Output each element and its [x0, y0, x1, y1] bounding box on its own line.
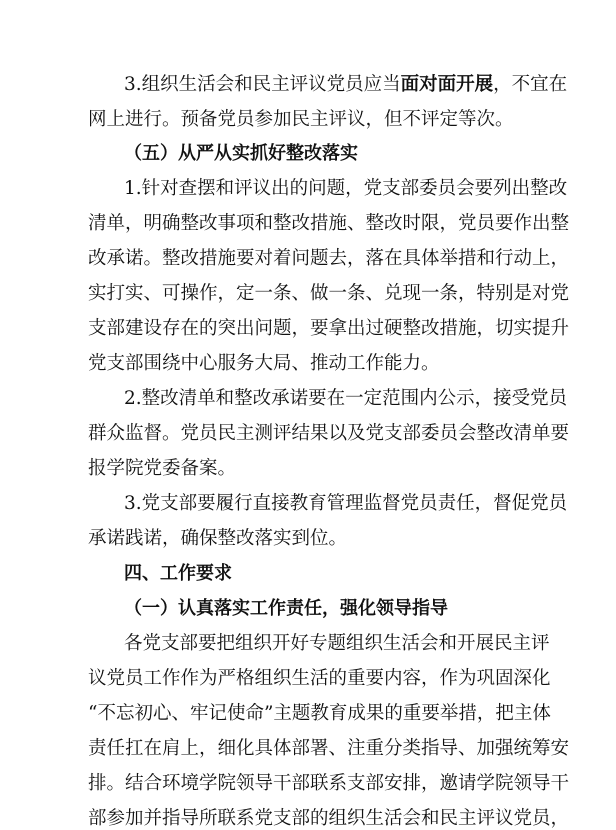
paragraph-line: 3.党支部要履行直接教育管理监督党员责任，督促党员 — [124, 493, 568, 514]
paragraph-line: 实打实、可操作，定一条、做一条、兑现一条，特别是对党 — [88, 283, 570, 304]
paragraph-line: 议党员工作作为严格组织生活的重要内容，作为巩固深化 — [88, 668, 551, 689]
subsection-heading: （一）认真落实工作责任，强化领导指导 — [124, 598, 448, 619]
paragraph-line: “不忘初心、牢记使命”主题教育成果的重要举措，把主体 — [88, 703, 551, 724]
emphasis-text: 面对面开展 — [400, 74, 494, 95]
paragraph-line — [124, 74, 567, 96]
paragraph-line: 清单，明确整改事项和整改措施、整改时限，党员要作出整 — [88, 213, 570, 234]
paragraph-line: 改承诺。整改措施要对着问题去，落在具体举措和行动上， — [88, 248, 570, 269]
paragraph-line: 责任扛在肩上，细化具体部署、注重分类指导、加强统筹安 — [88, 738, 570, 759]
paragraph-line: 部参加并指导所联系党支部的组织生活会和民主评议党员， — [88, 808, 570, 829]
part-heading: 四、工作要求 — [124, 563, 232, 584]
text-span: ，不宜在 — [493, 74, 568, 95]
section-heading: （五）从严从实抓好整改落实 — [124, 143, 358, 164]
paragraph-line: 支部建设存在的突出问题，要拿出过硬整改措施，切实提升 — [88, 318, 570, 339]
paragraph-line: 2.整改清单和整改承诺要在一定范围内公示，接受党员 — [124, 388, 568, 409]
paragraph-line: 排。结合环境学院领导干部联系支部安排，邀请学院领导干 — [88, 773, 570, 794]
paragraph-line: 报学院党委备案。 — [88, 458, 237, 479]
text-span: 3.组织生活会和民主评议党员应当 — [124, 74, 401, 95]
paragraph-line: 网上进行。预备党员参加民主评议，但不评定等次。 — [88, 109, 514, 130]
paragraph-line: 1.针对查摆和评议出的问题，党支部委员会要列出整改 — [124, 178, 568, 199]
paragraph-line: 党支部围绕中心服务大局、推动工作能力。 — [88, 353, 440, 374]
paragraph-line: 承诺践诺，确保整改落实到位。 — [88, 528, 348, 549]
paragraph-line: 各党支部要把组织开好专题组织生活会和开展民主评 — [124, 633, 550, 654]
paragraph-line: 群众监督。党员民主测评结果以及党支部委员会整改清单要 — [88, 423, 570, 444]
